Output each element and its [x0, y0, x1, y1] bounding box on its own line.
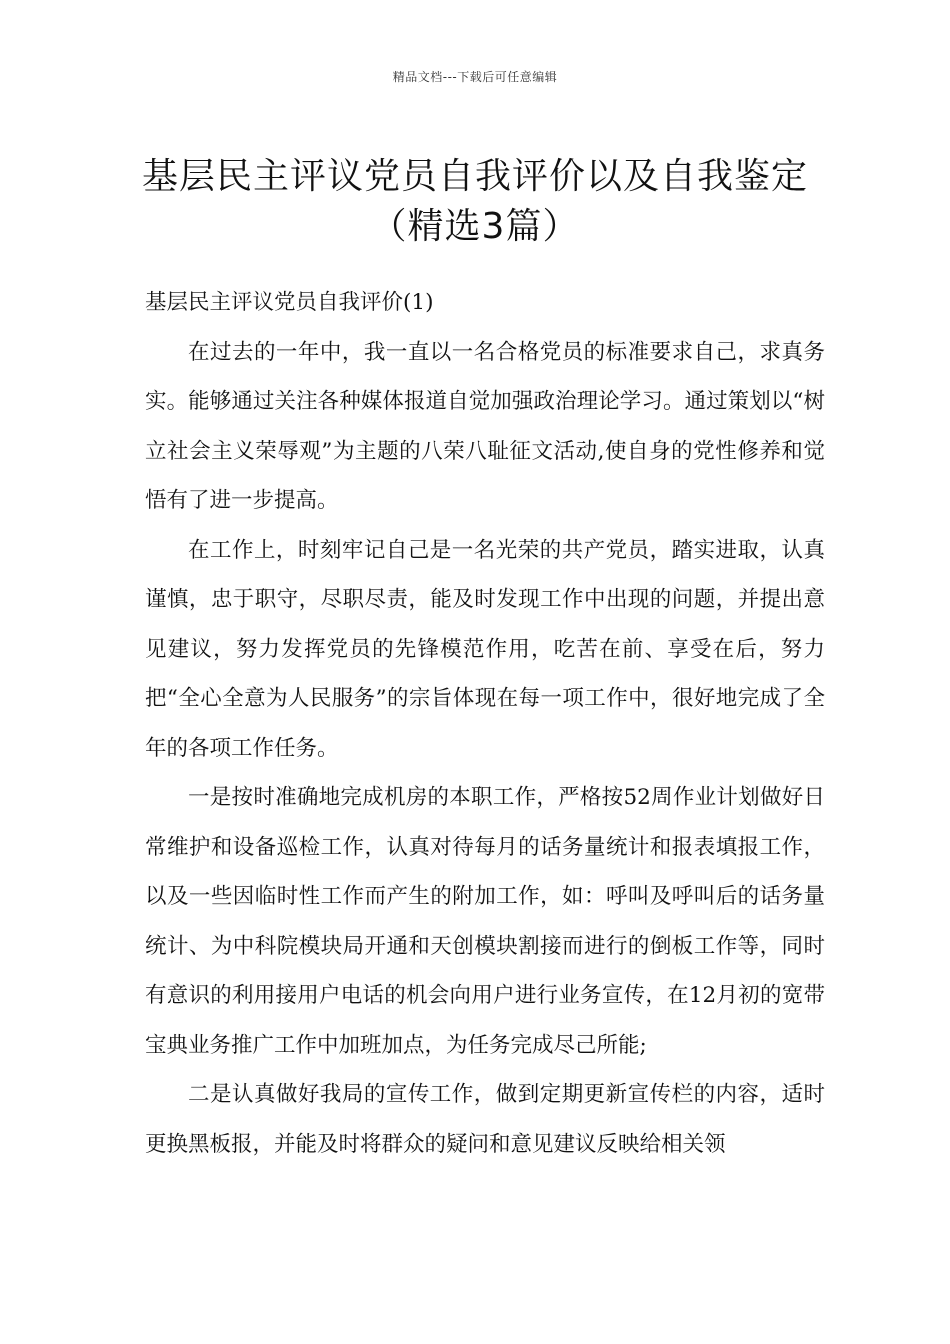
paragraph-4: 二是认真做好我局的宣传工作，做到定期更新宣传栏的内容，适时更换黑板报，并能及时将群众的疑问和意见建议反映给相关领 [145, 1082, 825, 1157]
document-body [145, 278, 825, 1169]
paragraph-1: 在过去的一年中，我一直以一名合格党员的标准要求自己，求真务实。能够通过关注各种媒体报道自觉加强政治理论学习。通过策划以“树立社会主义荣辱观”为主题的八荣八耻征文活动,使自身的党性修养和觉悟有了进一步提高。 [145, 339, 825, 513]
document-title: 基层民主评议党员自我评价以及自我鉴定（精选3篇） [141, 156, 808, 248]
section-heading: 基层民主评议党员自我评价(1) [145, 290, 434, 315]
header-note: 精品文档---下载后可任意编辑 [392, 70, 558, 84]
paragraph-3: 一是按时准确地完成机房的本职工作，严格按52周作业计划做好日常维护和设备巡检工作，认真对待每月的话务量统计和报表填报工作，以及一些因临时性工作而产生的附加工作，如：呼叫及呼叫后的话务量统计、为中科院模块局开通和天创模块割接而进行的倒板工作等，同时有意识的利用接用户电话的机会向用户进行业务宣传，在12月初的宽带宝典业务推广工作中加班加点，为任务完成尽己所能; [145, 785, 825, 1058]
paragraph-2: 在工作上，时刻牢记自己是一名光荣的共产党员，踏实进取，认真谨慎，忠于职守，尽职尽责，能及时发现工作中出现的问题，并提出意见建议，努力发挥党员的先锋模范作用，吃苦在前、享受在后，努力把“全心全意为人民服务”的宗旨体现在每一项工作中，很好地完成了全年的各项工作任务。 [145, 537, 825, 761]
